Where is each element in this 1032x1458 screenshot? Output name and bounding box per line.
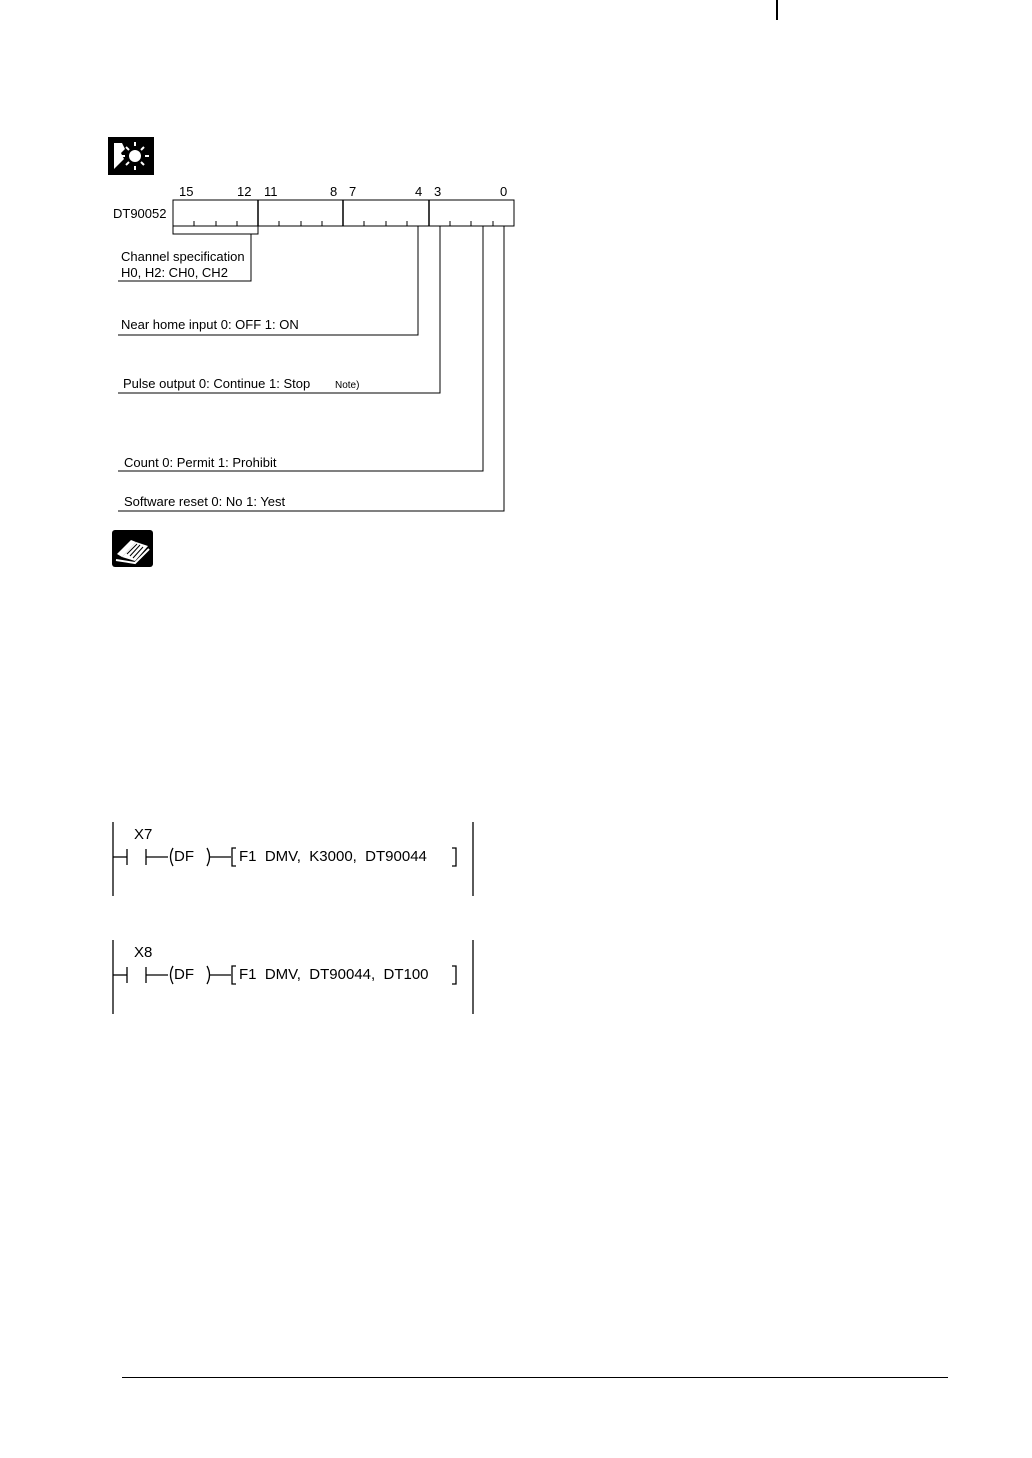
bit-label-15: 15 bbox=[179, 184, 194, 199]
field-pulse-output: Pulse output 0: Continue 1: Stop bbox=[123, 376, 311, 391]
bit-label-11: 11 bbox=[264, 184, 278, 199]
bit-label-8: 8 bbox=[330, 184, 338, 199]
ladder-1-contact: X7 bbox=[134, 826, 153, 843]
field-near-home-input: Near home input 0: OFF 1: ON bbox=[121, 317, 299, 332]
field-count: Count 0: Permit 1: Prohibit bbox=[124, 455, 277, 470]
register-name: DT90052 bbox=[113, 206, 167, 221]
bit-label-0: 0 bbox=[500, 184, 508, 199]
ladder-1-instruction: F1 DMV, K3000, DT90044 bbox=[239, 848, 427, 865]
footer-divider bbox=[122, 1377, 948, 1378]
bit-label-12: 12 bbox=[237, 184, 252, 199]
field-channel-spec-line1: Channel specification bbox=[121, 249, 245, 264]
bit-label-7: 7 bbox=[349, 184, 357, 199]
field-pulse-output-note: Note) bbox=[335, 380, 360, 391]
ladder-2-function: DF bbox=[174, 966, 194, 983]
field-software-reset: Software reset 0: No 1: Yest bbox=[124, 494, 286, 509]
ladder-2-instruction: F1 DMV, DT90044, DT100 bbox=[239, 966, 429, 983]
bit-label-3: 3 bbox=[434, 184, 442, 199]
ladder-2-contact: X8 bbox=[134, 944, 153, 961]
ladder-1-function: DF bbox=[174, 848, 194, 865]
field-channel-spec-line2: H0, H2: CH0, CH2 bbox=[121, 265, 228, 280]
bit-label-4: 4 bbox=[415, 184, 423, 199]
